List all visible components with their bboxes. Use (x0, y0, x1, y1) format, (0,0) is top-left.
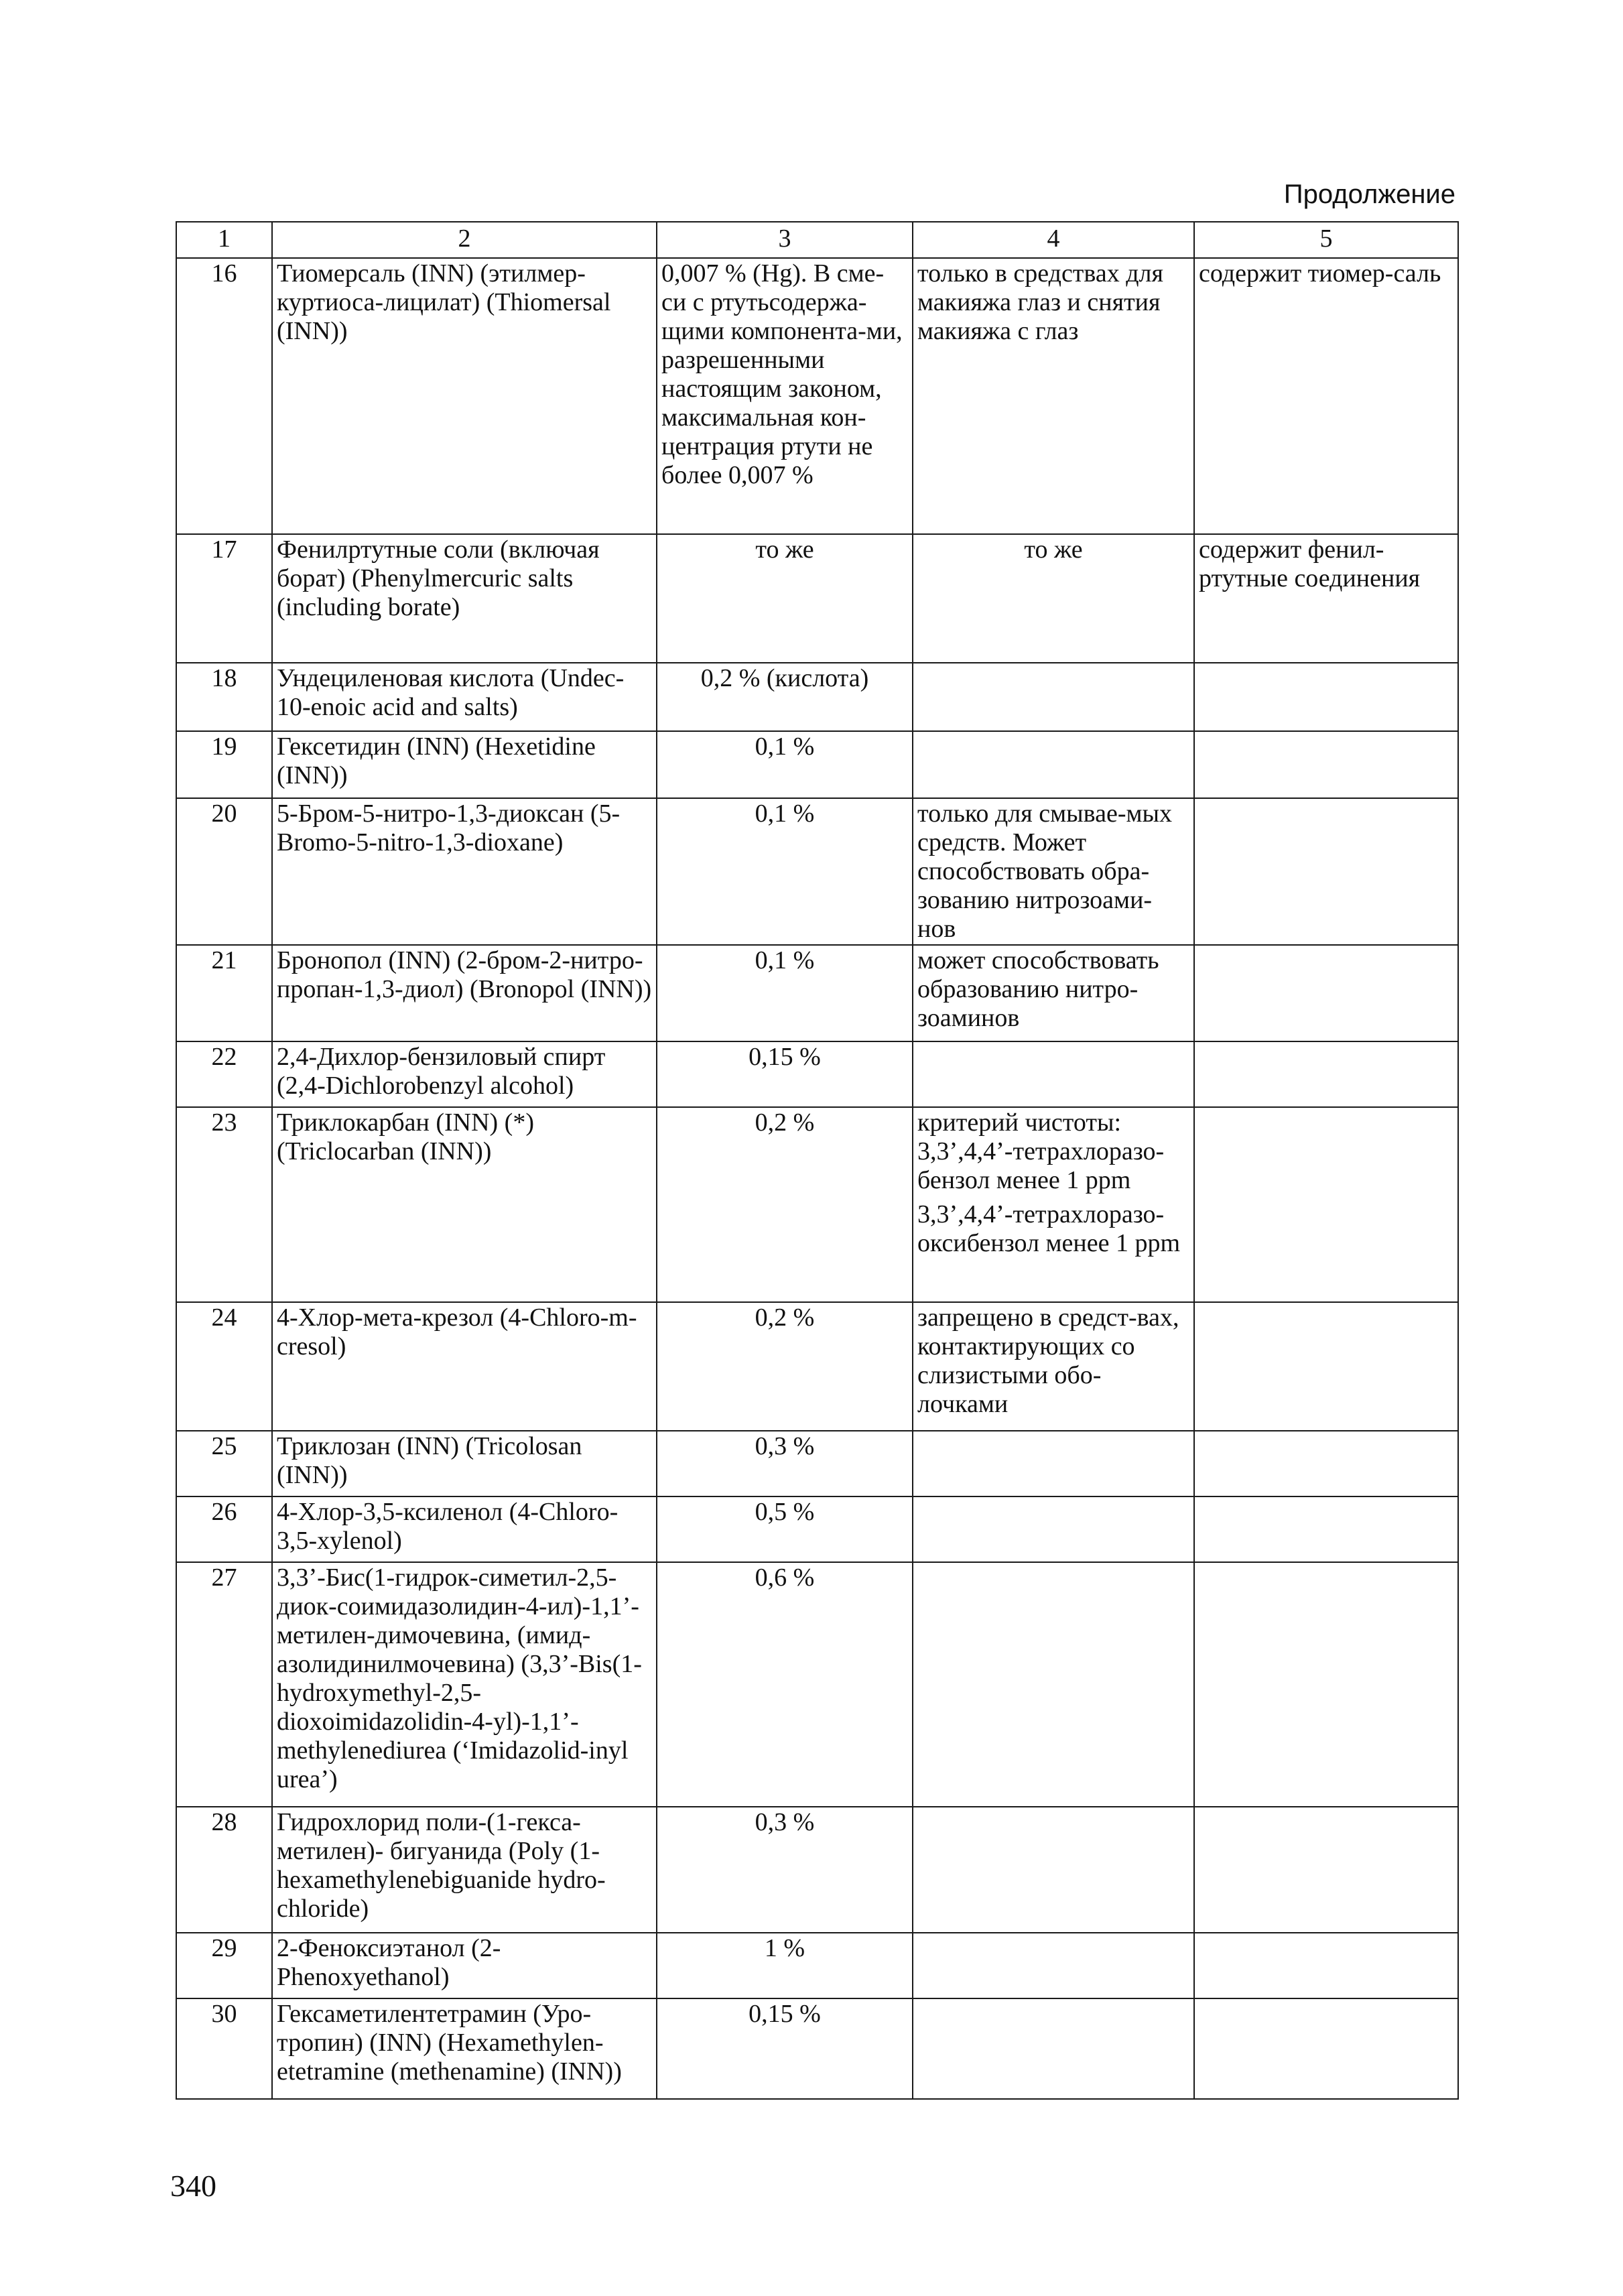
usage-conditions (913, 798, 1194, 945)
max-concentration: 0,3 % (657, 1807, 913, 1933)
substance-name: 3,3’-Бис(1-гидрок-симетил-2,5-диок-соимидазолидин-4-ил)-1,1’-метилен-димочевина, (имид-азолидинилмочевина) (3,3’-Bis(1-hydroxymethyl-2,5-dioxoimidazolidin-4-yl)-1,1’-methylenediurea (‘Imidazolid-inyl urea’) (272, 1562, 657, 1807)
substance-name: Гидрохлорид поли-(1-гекса-метилен)- бигуанида (Poly (1-hexamethylenebiguanide hydro-chloride) (272, 1807, 657, 1933)
max-concentration: 0,5 % (657, 1496, 913, 1562)
usage-conditions (913, 1041, 1194, 1107)
row-number: 24 (176, 1302, 272, 1431)
usage-conditions (913, 945, 1194, 1041)
table-row (176, 1302, 1458, 1431)
row-number: 25 (176, 1431, 272, 1496)
substance-name: Триклокарбан (INN) (*)(Triclocarban (INN)) (272, 1107, 657, 1302)
table-body (176, 222, 1458, 2099)
substance-name: Триклозан (INN) (Tricolosan (INN)) (272, 1431, 657, 1496)
max-concentration: то же (657, 534, 913, 663)
row-number: 21 (176, 945, 272, 1041)
usage-conditions (913, 1933, 1194, 1998)
preservatives-table (176, 221, 1459, 2100)
table-row (176, 1107, 1458, 1302)
row-number: 22 (176, 1041, 272, 1107)
max-concentration: 0,6 % (657, 1562, 913, 1807)
row-number: 23 (176, 1107, 272, 1302)
column-header: 2 (272, 222, 657, 258)
max-concentration: 0,1 % (657, 798, 913, 945)
usage-conditions (913, 534, 1194, 663)
row-number: 18 (176, 663, 272, 731)
row-number: 16 (176, 258, 272, 534)
substance-name: Гексаметилентетрамин (Уро-тропин) (INN) (Hexamethylen-etetramine (methenamine) (INN)) (272, 1998, 657, 2099)
table-row (176, 731, 1458, 798)
row-number: 20 (176, 798, 272, 945)
label-warning (1194, 1807, 1458, 1933)
substance-name: 5-Бром-5-нитро-1,3-диоксан (5-Bromo-5-nitro-1,3-dioxane) (272, 798, 657, 945)
table-row (176, 1998, 1458, 2099)
condition-text: то же (1024, 535, 1083, 564)
row-number: 19 (176, 731, 272, 798)
max-concentration: 0,007 % (Hg). В сме-си с ртутьсодержа-щими компонента-ми, разрешенными настоящим законом, максимальная кон-центрация ртути не более 0,007 % (657, 258, 913, 534)
substance-name: 2-Феноксиэтанол (2-Phenoxyethanol) (272, 1933, 657, 1998)
usage-conditions (913, 1431, 1194, 1496)
continued-label: Продолжение (1283, 180, 1455, 209)
table-row (176, 1807, 1458, 1933)
table-row (176, 534, 1458, 663)
max-concentration: 0,15 % (657, 1041, 913, 1107)
usage-conditions (913, 1302, 1194, 1431)
usage-conditions (913, 258, 1194, 534)
usage-conditions (913, 1107, 1194, 1302)
table-row (176, 663, 1458, 731)
label-warning (1194, 1431, 1458, 1496)
column-header: 1 (176, 222, 272, 258)
condition-text: запрещено в средст-вах, контактирующих со слизистыми обо-лочками (917, 1303, 1179, 1418)
page-number: 340 (170, 2169, 216, 2203)
table-row (176, 1562, 1458, 1807)
usage-conditions (913, 663, 1194, 731)
usage-conditions (913, 731, 1194, 798)
label-warning (1194, 1107, 1458, 1302)
max-concentration: 0,1 % (657, 945, 913, 1041)
table-row (176, 945, 1458, 1041)
label-warning (1194, 1998, 1458, 2099)
condition-text: только в средствах для макияжа глаз и снятия макияжа с глаз (917, 259, 1163, 345)
max-concentration: 0,1 % (657, 731, 913, 798)
condition-gap (917, 1195, 1189, 1200)
label-warning: содержит тиомер-саль (1194, 258, 1458, 534)
label-warning (1194, 731, 1458, 798)
usage-conditions (913, 1562, 1194, 1807)
usage-conditions (913, 1496, 1194, 1562)
usage-conditions (913, 1807, 1194, 1933)
max-concentration: 0,2 % (657, 1107, 913, 1302)
label-warning (1194, 1933, 1458, 1998)
condition-text: 3,3’,4,4’-тетрахлоразо-оксибензол менее 1 ppm (917, 1200, 1181, 1257)
substance-name: 2,4-Дихлор-бензиловый спирт (2,4-Dichlorobenzyl alcohol) (272, 1041, 657, 1107)
row-number: 26 (176, 1496, 272, 1562)
row-number: 17 (176, 534, 272, 663)
column-header: 4 (913, 222, 1194, 258)
column-header: 3 (657, 222, 913, 258)
condition-text: критерий чистоты: 3,3’,4,4’-тетрахлоразо-бензол менее 1 ppm (917, 1108, 1165, 1194)
substance-name: 4-Хлор-3,5-ксиленол (4-Chloro-3,5-xylenol) (272, 1496, 657, 1562)
table-row (176, 798, 1458, 945)
label-warning: содержит фенил-ртутные соединения (1194, 534, 1458, 663)
max-concentration: 0,2 % (657, 1302, 913, 1431)
substance-name: Гексетидин (INN) (Hexetidine (INN)) (272, 731, 657, 798)
condition-text: может способствовать образованию нитро-зоаминов (917, 946, 1159, 1032)
row-number: 30 (176, 1998, 272, 2099)
label-warning (1194, 1496, 1458, 1562)
row-number: 27 (176, 1562, 272, 1807)
substance-name: Фенилртутные соли (включая борат) (Phenylmercuric salts (including borate) (272, 534, 657, 663)
column-header: 5 (1194, 222, 1458, 258)
table-row (176, 258, 1458, 534)
max-concentration: 0,3 % (657, 1431, 913, 1496)
max-concentration: 1 % (657, 1933, 913, 1998)
condition-text: только для смывае-мых средств. Может способствовать обра-зованию нитрозоами-нов (917, 800, 1173, 943)
max-concentration: 0,2 % (кислота) (657, 663, 913, 731)
substance-name: 4-Хлор-мета-крезол (4-Chloro-m-cresol) (272, 1302, 657, 1431)
table-row (176, 1041, 1458, 1107)
label-warning (1194, 798, 1458, 945)
label-warning (1194, 945, 1458, 1041)
max-concentration: 0,15 % (657, 1998, 913, 2099)
substance-name: Тиомерсаль (INN) (этилмер-куртиоса-лицилат) (Thiomersal (INN)) (272, 258, 657, 534)
label-warning (1194, 663, 1458, 731)
usage-conditions (913, 1998, 1194, 2099)
label-warning (1194, 1041, 1458, 1107)
label-warning (1194, 1562, 1458, 1807)
row-number: 28 (176, 1807, 272, 1933)
substance-name: Бронопол (INN) (2-бром-2-нитро-пропан-1,3-диол) (Bronopol (INN)) (272, 945, 657, 1041)
table-row (176, 1933, 1458, 1998)
label-warning (1194, 1302, 1458, 1431)
table-row (176, 1496, 1458, 1562)
substance-name: Ундециленовая кислота (Undec-10-enoic acid and salts) (272, 663, 657, 731)
row-number: 29 (176, 1933, 272, 1998)
table-row (176, 1431, 1458, 1496)
table-header-row (176, 222, 1458, 258)
